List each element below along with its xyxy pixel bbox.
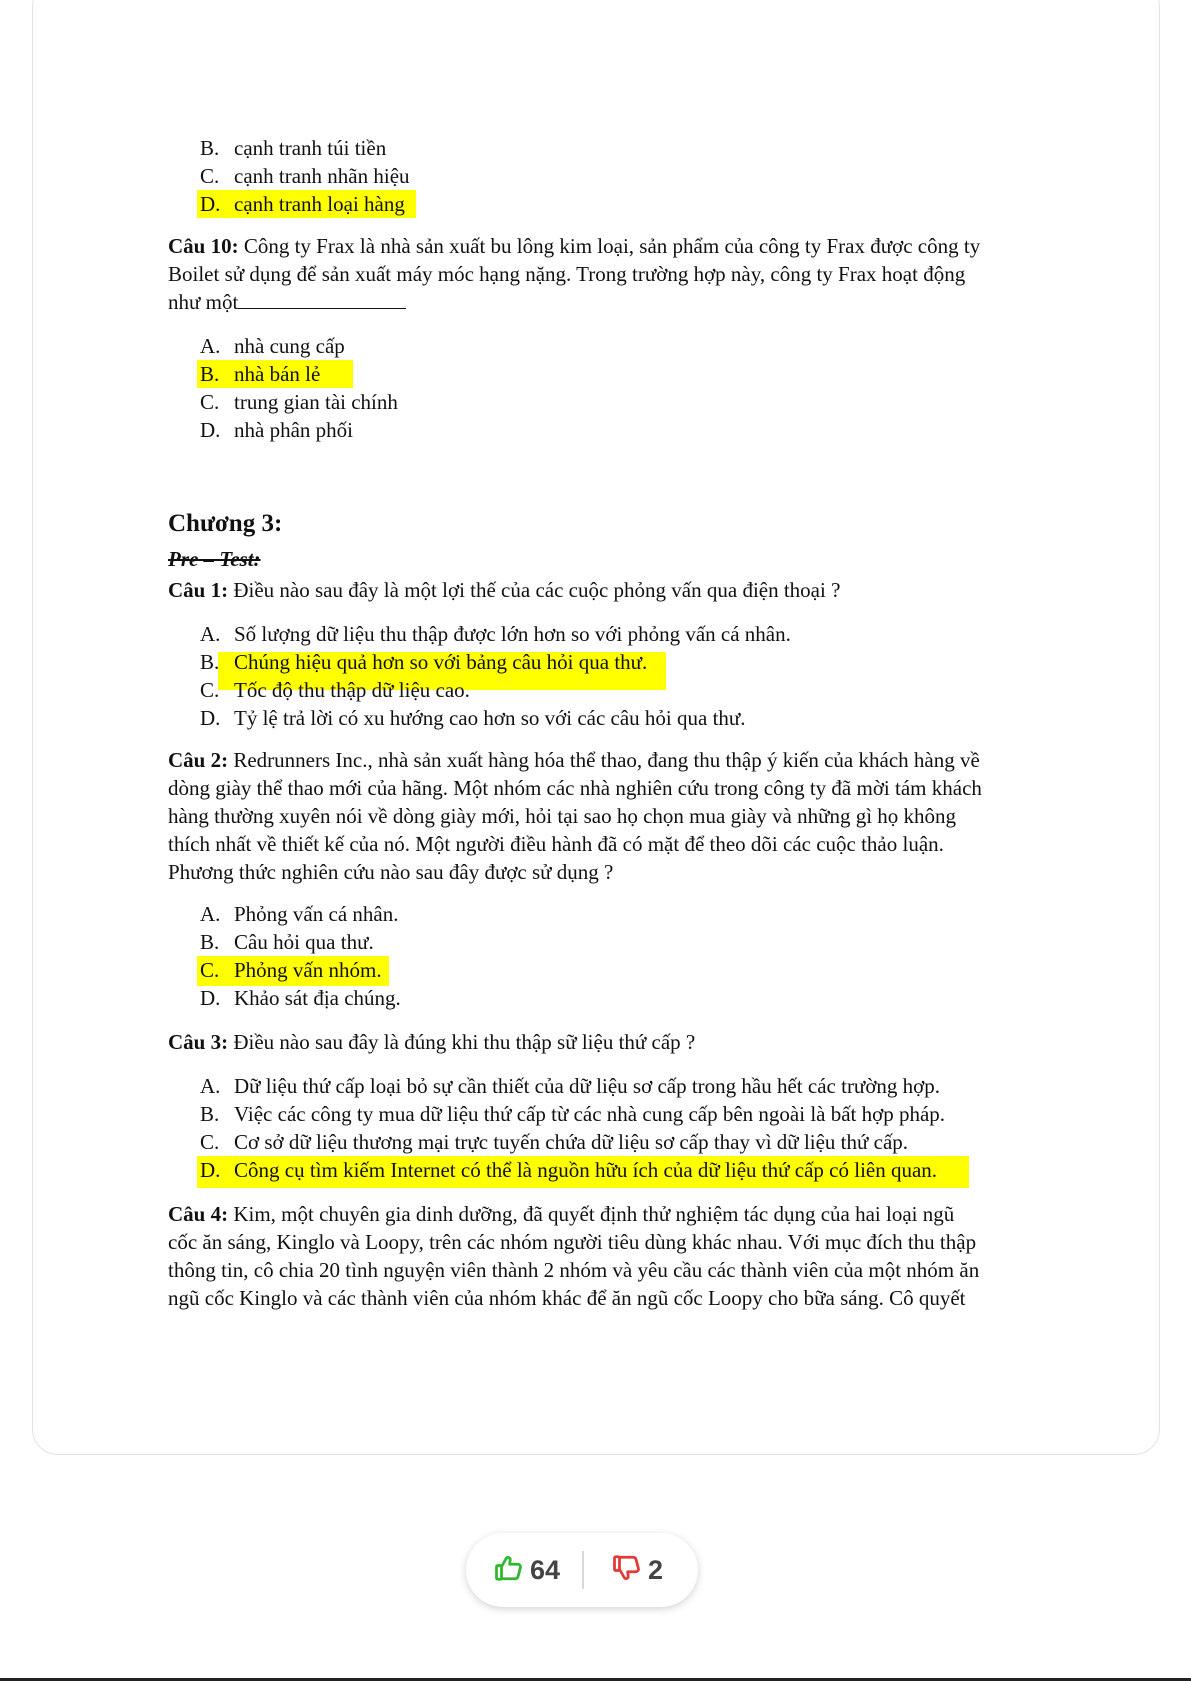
- question-label: Câu 2:: [168, 748, 229, 772]
- question-label: Câu 4:: [168, 1202, 229, 1226]
- like-button[interactable]: [494, 1533, 560, 1607]
- q3-option-c: C. Cơ sở dữ liệu thương mại trực tuyến chứa dữ liệu sơ cấp thay vì dữ liệu thứ cấp.: [200, 1130, 909, 1154]
- q9-option-b: B. cạnh tranh túi tiền: [200, 136, 387, 160]
- thumbs-up-icon: [494, 1553, 524, 1588]
- question-10: Câu 10: Công ty Frax là nhà sản xuất bu lông kim loại, sản phẩm của công ty Frax được công ty Boilet sử dụng để sản xuất máy móc hạng nặng. Trong trường hợp này, công ty Frax hoạt động như một: [168, 234, 981, 314]
- question-label: Câu 1:: [168, 578, 229, 602]
- chapter-title: Chương 3:: [168, 510, 283, 537]
- question-4: Câu 4: Kim, một chuyên gia dinh dưỡng, đã quyết định thử nghiệm tác dụng của hai loại ngũ cốc ăn sáng, Kinglo và Loopy, trên các nhóm người tiêu dùng khác nhau. Với mục đích thu thập thông tin, cô chia 20 tình nguyện viên thành 2 nhóm và yêu cầu các thành viên của một nhóm ăn ngũ cốc Kinglo và các thành viên của nhóm khác để ăn ngũ cốc Loopy cho bữa sáng. Cô quyết: [168, 1202, 980, 1310]
- q3-option-a: A. Dữ liệu thứ cấp loại bỏ sự cần thiết của dữ liệu sơ cấp trong hầu hết các trường hợp.: [200, 1074, 941, 1098]
- q2-option-d: D. Khảo sát địa chúng.: [200, 986, 401, 1010]
- q2-option-c: C. Phỏng vấn nhóm.: [200, 958, 382, 982]
- q10-option-a: A. nhà cung cấp: [200, 334, 345, 358]
- vote-pill: [466, 1533, 698, 1607]
- q9-option-c: C. cạnh tranh nhãn hiệu: [200, 164, 410, 188]
- question-label: Câu 10:: [168, 234, 239, 258]
- q1-option-b: B. Chúng hiệu quả hơn so với bảng câu hỏi qua thư.: [200, 650, 648, 674]
- question-2: Câu 2: Redrunners Inc., nhà sản xuất hàng hóa thể thao, đang thu thập ý kiến của khách hàng về dòng giày thể thao mới của hãng. Một nhóm các nhà nghiên cứu trong công ty đã mời tám khách hàng thường xuyên nói về dòng giày mới, hỏi tại sao họ chọn mua giày và những gì họ không thích nhất về thiết kế của nó. Một người điều hành đã có mặt để theo dõi các cuộc thảo luận. Phương thức nghiên cứu nào sau đây được sử dụng ?: [168, 748, 982, 884]
- bottom-progress-bar: [0, 1678, 1191, 1681]
- thumbs-down-icon: [612, 1553, 642, 1588]
- q2-option-a: A. Phỏng vấn cá nhân.: [200, 902, 399, 926]
- q10-option-c: C. trung gian tài chính: [200, 390, 398, 414]
- question-label: Câu 3:: [168, 1030, 229, 1054]
- q3-option-d: D. Công cụ tìm kiếm Internet có thể là nguồn hữu ích của dữ liệu thứ cấp có liên quan.: [200, 1158, 938, 1182]
- q3-option-b: B. Việc các công ty mua dữ liệu thứ cấp từ các nhà cung cấp bên ngoài là bất hợp pháp.: [200, 1102, 946, 1126]
- dislike-count: 2: [648, 1554, 664, 1585]
- q1-option-a: A. Số lượng dữ liệu thu thập được lớn hơn so với phỏng vấn cá nhân.: [200, 622, 791, 646]
- question-1: Câu 1: Điều nào sau đây là một lợi thế của các cuộc phỏng vấn qua điện thoại ?: [168, 578, 841, 602]
- answer-blank: [238, 290, 406, 309]
- like-count: 64: [530, 1554, 561, 1585]
- vote-divider: [582, 1551, 584, 1589]
- q9-option-d: D. cạnh tranh loại hàng: [200, 192, 405, 216]
- dislike-button[interactable]: [612, 1533, 663, 1607]
- question-3: Câu 3: Điều nào sau đây là đúng khi thu thập sữ liệu thứ cấp ?: [168, 1030, 696, 1054]
- pretest-label: Pre – Test:: [168, 547, 261, 571]
- q1-option-d: D. Tỷ lệ trả lời có xu hướng cao hơn so với các câu hỏi qua thư.: [200, 706, 746, 730]
- q10-option-d: D. nhà phân phối: [200, 418, 353, 442]
- q1-option-c: C. Tốc độ thu thập dữ liệu cao.: [200, 678, 470, 702]
- q2-option-b: B. Câu hỏi qua thư.: [200, 930, 374, 954]
- q10-option-b: B. nhà bán lẻ: [200, 362, 321, 386]
